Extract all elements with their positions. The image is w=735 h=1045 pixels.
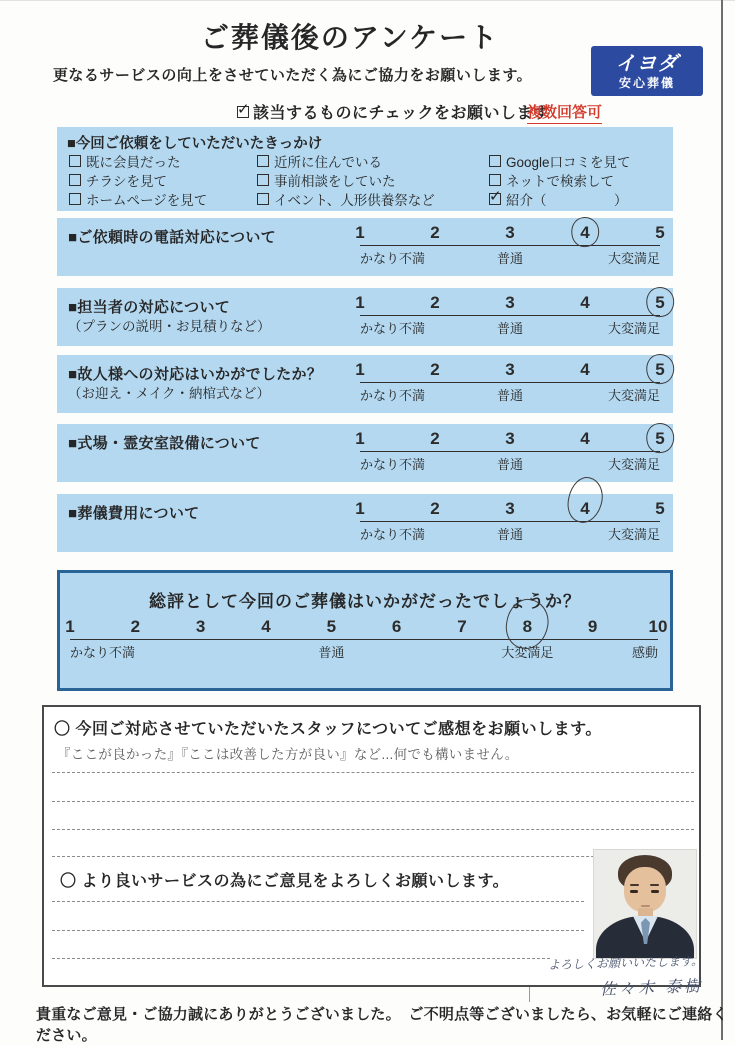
scale-value-4[interactable]: 4: [580, 360, 590, 379]
rating-title: ■故人様への対応はいかがでしたか？: [68, 366, 323, 383]
check-instruction-text: 該当するものにチェックをお願いします: [253, 105, 550, 122]
rating-scale: [355, 293, 665, 336]
logo-brand-text: イヨダ: [615, 52, 679, 75]
answer-line[interactable]: [52, 829, 694, 830]
checkbox-label: ホームページを見て: [86, 192, 208, 208]
checkbox-icon[interactable]: [257, 193, 269, 205]
scale-label: 大変満足: [607, 388, 660, 403]
scale-value-4[interactable]: 4: [261, 617, 271, 636]
footer-thanks: 貴重なご意見・ご協力誠にありがとうございました。 ご不明点等ございましたら、お気軽にご連絡ください。: [36, 1007, 728, 1044]
checkbox-label: チラシを見て: [86, 173, 167, 189]
rating-scale: [355, 223, 665, 266]
comment1-subheading: 『ここが良かった』『ここは改善した方が良い』など...何でも構いません。: [57, 747, 519, 762]
checkbox-icon[interactable]: [69, 193, 81, 205]
overall-rating-section: [57, 570, 673, 691]
checkbox-label: Google口コミを見て: [506, 154, 631, 170]
answer-line[interactable]: [52, 801, 694, 802]
answer-line[interactable]: [52, 772, 694, 773]
rating-title: ■ご依頼時の電話対応について: [68, 229, 276, 246]
scale-label: 大変満足: [607, 321, 660, 336]
scale-label: 大変満足: [607, 527, 660, 542]
answer-line[interactable]: [52, 958, 550, 959]
page-subtitle: 更なるサービスの向上をさせていただく為にご協力をお願いします。: [52, 68, 533, 84]
overall-rating-title: 総評として今回のご葬儀はいかがだったでしょうか？: [149, 592, 581, 611]
scale-label: 大変満足: [607, 251, 660, 266]
handwritten-circle: [569, 215, 601, 249]
checkbox-item[interactable]: [257, 170, 435, 189]
scale-value-4[interactable]: 4: [580, 429, 590, 448]
rating-scale: [355, 499, 665, 542]
scale-value-3[interactable]: 3: [505, 223, 515, 242]
scale-label: 感動: [631, 645, 658, 660]
company-logo: [591, 46, 703, 96]
rating-scale: [355, 429, 665, 472]
checkbox-icon[interactable]: [257, 155, 269, 167]
scale-label: 普通: [496, 457, 524, 472]
scale-value-7[interactable]: 7: [457, 617, 467, 636]
rating-title: ■担当者の対応について: [68, 299, 231, 316]
scale-value-3[interactable]: 3: [195, 617, 206, 636]
checkbox-item[interactable]: [489, 151, 631, 170]
scale-value-5[interactable]: 5: [655, 499, 665, 518]
scale-label: かなり不満: [360, 321, 426, 336]
checkbox-item[interactable]: [69, 189, 207, 208]
trigger-column-2: [257, 151, 435, 208]
checkbox-item[interactable]: [489, 170, 631, 189]
scale-value-2[interactable]: 2: [430, 223, 440, 242]
checkbox-icon[interactable]: [489, 155, 501, 167]
scale-label: かなり不満: [360, 251, 426, 266]
comment1-heading: 〇 今回ご対応させていただいたスタッフについてご感想をお願いします。: [54, 721, 602, 738]
scale-label: 大変満足: [607, 457, 660, 472]
scale-value-5[interactable]: 5: [655, 223, 665, 242]
checked-checkbox-icon: [237, 106, 249, 118]
answer-line[interactable]: [52, 901, 584, 902]
handwritten-circle: [644, 352, 676, 386]
checkbox-item[interactable]: [69, 170, 207, 189]
scan-mark-artifact: [529, 986, 530, 1002]
scale-value-3[interactable]: 3: [505, 360, 515, 379]
scale-value-5[interactable]: 5: [655, 429, 664, 449]
scale-label: 普通: [496, 388, 524, 403]
scale-value-8[interactable]: 8: [523, 617, 532, 637]
scale-value-1[interactable]: 1: [65, 617, 75, 636]
scale-label: 普通: [496, 527, 524, 542]
rating-section-5: [57, 494, 673, 552]
scale-value-3[interactable]: 3: [505, 293, 515, 312]
scale-value-6[interactable]: 6: [391, 617, 402, 636]
handwritten-note: よろしくお願いいたします。: [547, 953, 704, 973]
checkbox-label: 既に会員だった: [86, 154, 181, 170]
scale-value-2[interactable]: 2: [130, 617, 141, 636]
trigger-column-3: [489, 151, 631, 208]
scale-value-5[interactable]: 5: [655, 293, 664, 313]
scale-label: 大変満足: [501, 645, 554, 660]
scale-value-2[interactable]: 2: [430, 429, 440, 448]
checkbox-item[interactable]: [257, 189, 435, 208]
checkbox-item[interactable]: [489, 189, 631, 208]
rating-scale: [355, 360, 665, 403]
scale-value-1[interactable]: 1: [355, 223, 365, 242]
checkbox-label: 紹介（ ）: [506, 192, 628, 208]
checkbox-icon[interactable]: [489, 174, 501, 186]
rating-section-2: [57, 288, 673, 346]
scale-label: かなり不満: [360, 527, 426, 542]
scan-edge-artifact: [0, 0, 735, 1]
scale-label: かなり不満: [360, 388, 426, 403]
scale-value-2[interactable]: 2: [430, 360, 440, 379]
handwritten-circle: [644, 421, 676, 455]
scale-value-1[interactable]: 1: [355, 499, 365, 518]
scale-label: 普通: [496, 321, 524, 336]
comments-section: [42, 705, 704, 999]
scale-value-1[interactable]: 1: [355, 429, 365, 448]
multi-answer-note: 複数回答可: [527, 101, 602, 124]
scale-value-10[interactable]: 10: [648, 617, 668, 636]
checkbox-icon[interactable]: [69, 174, 81, 186]
rating-section-3: [57, 355, 673, 413]
answer-line[interactable]: [52, 930, 584, 931]
rating-title: ■式場・霊安室設備について: [68, 435, 261, 452]
scale-label: 普通: [496, 251, 524, 266]
handwritten-circle: [644, 285, 676, 319]
scale-value-2[interactable]: 2: [430, 499, 440, 518]
scale-label: かなり不満: [360, 457, 426, 472]
rating-section-1: [57, 218, 673, 276]
staff-photo: [594, 850, 696, 958]
rating-subtitle: （プランの説明・お見積りなど）: [68, 319, 271, 334]
scale-value-4[interactable]: 4: [580, 293, 590, 312]
checked-checkbox-icon[interactable]: [489, 193, 501, 205]
page-title: ご葬儀後のアンケート: [200, 23, 500, 54]
check-instruction: [237, 100, 550, 123]
trigger-section: [57, 127, 673, 211]
checkbox-icon[interactable]: [257, 174, 269, 186]
checkbox-label: イベント、人形供養祭など: [274, 192, 435, 208]
scale-value-4[interactable]: 4: [580, 499, 589, 519]
trigger-section-title: ■今回ご依頼をしていただいたきっかけ: [67, 136, 323, 152]
checkbox-label: 事前相談をしていた: [274, 173, 396, 189]
scale-value-2[interactable]: 2: [430, 293, 440, 312]
scale-value-4[interactable]: 4: [580, 223, 589, 243]
checkbox-item[interactable]: [69, 151, 207, 170]
scale-label: かなり不満: [70, 645, 136, 660]
scan-edge-artifact: [721, 0, 723, 1040]
handwritten-signature: 佐々木 泰樹: [599, 976, 704, 999]
scale-value-5[interactable]: 5: [326, 617, 337, 636]
scale-value-1[interactable]: 1: [355, 293, 365, 312]
comment2-heading: 〇 より良いサービスの為にご意見をよろしくお願いします。: [60, 873, 510, 890]
scale-value-9[interactable]: 9: [587, 617, 598, 636]
checkbox-item[interactable]: [257, 151, 435, 170]
checkbox-icon[interactable]: [69, 155, 81, 167]
checkbox-label: 近所に住んでいる: [274, 154, 382, 170]
scale-value-3[interactable]: 3: [505, 499, 515, 518]
rating-subtitle: （お迎え・メイク・納棺式など）: [68, 386, 270, 401]
scale-label: 普通: [318, 645, 345, 660]
scale-value-3[interactable]: 3: [505, 429, 515, 448]
checkbox-label: ネットで検索して: [506, 173, 614, 189]
overall-rating-scale: [65, 617, 668, 660]
scale-value-1[interactable]: 1: [355, 360, 365, 379]
logo-sub-text: 安心葬儀: [618, 75, 675, 90]
rating-title: ■葬儀費用について: [68, 505, 200, 522]
trigger-column-1: [69, 151, 207, 208]
rating-section-4: [57, 424, 673, 482]
scale-value-5[interactable]: 5: [655, 360, 664, 380]
